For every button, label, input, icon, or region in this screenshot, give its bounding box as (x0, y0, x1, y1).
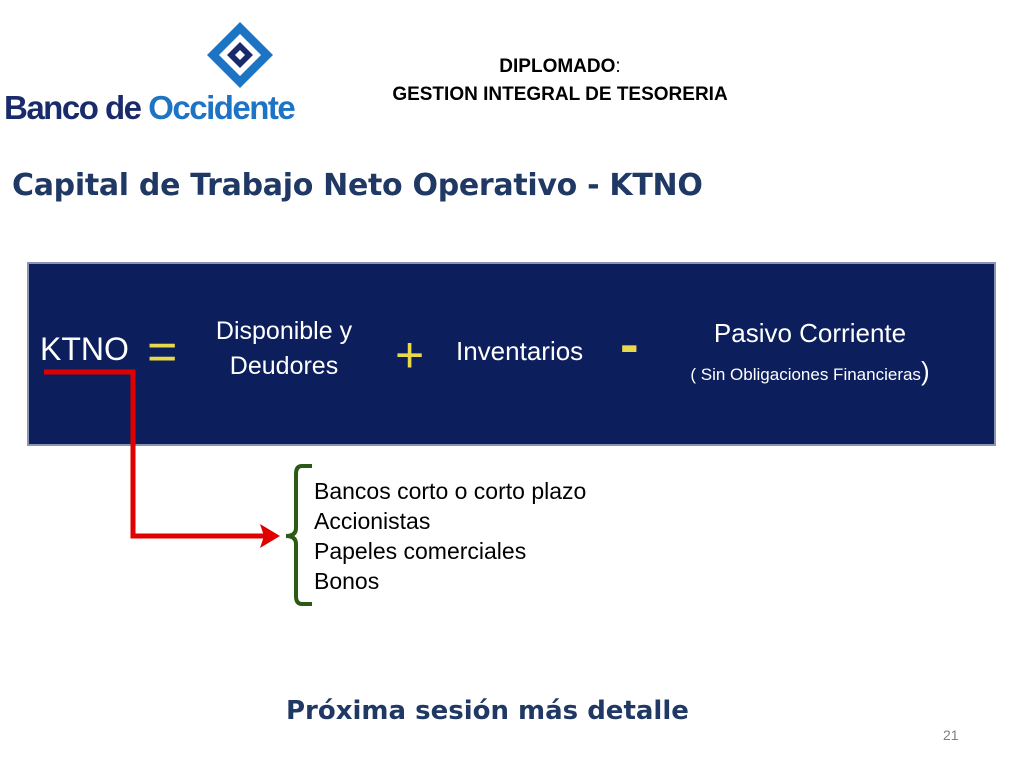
formula-term2: Inventarios (456, 336, 584, 366)
header-line-1 (350, 53, 770, 81)
list-bracket (286, 466, 312, 604)
header-colon: : (615, 56, 621, 77)
next-session-note: Próxima sesión más detalle (286, 696, 689, 726)
list-item: Bancos corto o corto plazo (314, 478, 587, 504)
term3-note-text: ( Sin Obligaciones Financieras (690, 365, 921, 384)
plus-sign: + (395, 327, 425, 383)
formula-term1-line2: Deudores (229, 352, 339, 380)
formula-lhs: KTNO (40, 331, 129, 367)
term3-note-close-paren: ) (920, 356, 930, 386)
red-arrow-head (260, 524, 280, 548)
formula-term3-note (640, 356, 980, 387)
list-item: Papeles comerciales (314, 538, 527, 564)
bank-logo-text (4, 86, 294, 130)
logo-text-banco: Banco de (4, 89, 149, 126)
list-item: Bonos (314, 568, 380, 594)
header-line-2: GESTION INTEGRAL DE TESORERIA (392, 84, 728, 105)
page-number: 21 (943, 727, 959, 743)
slide-title: Capital de Trabajo Neto Operativo - KTNO (12, 168, 703, 203)
header-diplomado: DIPLOMADO (499, 56, 616, 77)
formula-term1-line1: Disponible y (215, 317, 353, 345)
equals-sign: = (147, 323, 178, 381)
minus-sign: - (620, 312, 639, 375)
list-item: Accionistas (314, 508, 431, 534)
logo-text-occidente: Occidente (148, 89, 295, 126)
formula-term3: Pasivo Corriente (713, 318, 907, 348)
course-header (350, 53, 770, 109)
